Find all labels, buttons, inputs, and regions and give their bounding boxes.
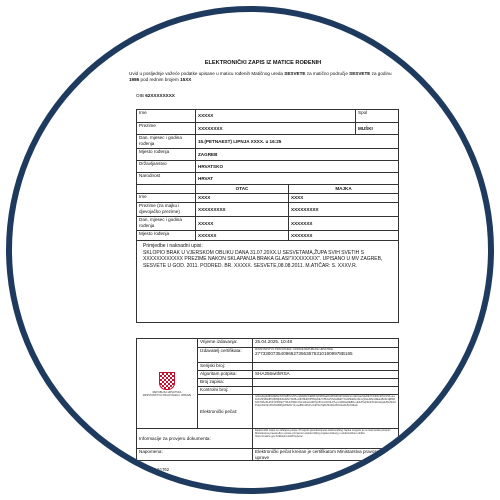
majka-header: MAJKA (289, 185, 399, 194)
informacije-cell (253, 429, 399, 449)
intro-place-1: SESVETE (284, 71, 306, 76)
document-title: ELEKTRONIČKI ZAPIS IZ MATICE ROĐENIH (204, 60, 322, 66)
otac-ime: XXXX (196, 194, 289, 203)
mjesto-value: ZAGREB (196, 149, 399, 161)
birth-record-document (109, 37, 417, 477)
dob-label: Dan, mjesec i godina rođenja (137, 135, 196, 149)
parents-header-blank (137, 185, 196, 194)
majka-dob: XXXXXXX (289, 217, 399, 231)
narodnost-label: Narodnost (137, 173, 196, 185)
prezime-value: XXXXXXXX (196, 123, 356, 135)
izdavatelj-label: Izdavatelj certifikata: (198, 348, 253, 363)
parent-mjesto-label: Mjesto rođenja (137, 231, 196, 241)
otac-mjesto: XXXXXX (196, 231, 289, 241)
intro-text-1b: za matično područje (306, 71, 348, 76)
document-viewport (12, 12, 488, 488)
kontrolni-value (253, 387, 399, 395)
majka-ime: XXXX (289, 194, 399, 203)
intro-year: 1986 (129, 76, 140, 82)
pecat-value: m0Gv9ejsb8b4dW6mSTXHBYvs7P+nqN6d1FKEPR7qb3D0aa0G4F0tRzIdVLf4dsnrm1EYae2HuDEYFlzl0ItmPSUzSh+pa1kFrZ4SB4dP0JBI3jNb0uAfNYDGB+OE78HD0P5h6jAdHY7B4U/Vh2wMaPYGvR5fa0bmlNmQhwH9bcH3EanB/tKnqB9tNb0C78Ae6LdXbYP4R9p7Y8HvT6ikhm5mH3uwsHK5pn6VmU1K3L9T+pc4f4JHiq9k8Dv+E4vfSuF9oKXL9k4u0yakI5m5t4HPUpC3sh9mK5VFHBZQH8fw9nY3+oe8Rs1FUP+6nPhG7q8m6h4fGv8LKdxuRJG3rNkuk (255, 395, 396, 408)
napomena-value: Elektronički pečat kreiran je certifikatom Ministarstva pravosuđa i uprave (253, 449, 399, 461)
kontrolni-label: Kontrolni broj: (198, 387, 253, 395)
drzavljanstvo-label: Državljanstvo (137, 161, 196, 173)
broj-zapisa-label: Broj zapisa: (198, 379, 253, 387)
ministry-line-1: REPUBLIKA HRVATSKA (152, 390, 182, 394)
algoritam-label: Algoritam potpisa: (198, 371, 253, 379)
dob-value: 15.(PETNAEST) LIPNJA XXXX. u 16:25 (196, 135, 399, 149)
vrijeme-value: 25.04.2025. 10:48 (253, 339, 399, 348)
mjesto-label: Mjesto rođenja (137, 149, 196, 161)
intro-text-2a: za godinu (371, 71, 392, 76)
otac-prezime: XXXXXXXXX (196, 203, 289, 217)
document-code: 2025-0002-51762 (136, 467, 170, 472)
ime-value: XXXXX (196, 110, 356, 123)
algoritam-value: SHA256withRSA (253, 371, 399, 379)
intro-place-2: SESVETE (349, 71, 371, 76)
intro-paragraph (129, 71, 399, 82)
informacije-label: Informacije za provjeru dokumenta: (137, 429, 253, 449)
pecat-value-cell (253, 395, 399, 429)
parent-dob-label: Dan, mjesec i godina rođenja (137, 217, 196, 231)
broj-zapisa-value (253, 379, 399, 387)
oib-value: 62XXXXXXXX (145, 93, 175, 98)
serijski-value (253, 363, 399, 371)
parent-ime-label: Ime (137, 194, 196, 203)
notes-cell (137, 241, 399, 323)
certificate-table (136, 338, 399, 461)
intro-text-1: Uvid u posljednje važeće podatke upisane u maticu rođenih Matičnog ureda (129, 71, 283, 76)
napomena-label: Napomena: (137, 449, 253, 461)
ministry-seal (137, 339, 198, 429)
majka-prezime: XXXXXXXXX (289, 203, 399, 217)
narodnost-value: HRVAT (196, 173, 399, 185)
izdavatelj-name: MINISTARSTVO PRAVOSUĐA I UPRAVE REPUBLIKE HRVATSKE (255, 348, 334, 351)
otac-dob: XXXXX (196, 217, 289, 231)
oib-label: OIB (136, 93, 144, 98)
vrijeme-label: Vrijeme izdavanja: (198, 339, 253, 348)
intro-text-2b: pod rednim brojem (140, 76, 179, 82)
majka-mjesto: XXXXXXX (289, 231, 399, 241)
otac-header: OTAC (196, 185, 289, 194)
intro-number: 15XX (180, 76, 192, 82)
person-table (136, 109, 399, 323)
izdavatelj-serial: 2773300735409662735636763101909978B165 (255, 351, 353, 357)
spol-label: Spol (356, 110, 399, 123)
oib-line (136, 93, 175, 99)
croatian-coat-of-arms-icon (159, 372, 175, 390)
izdavatelj-cell (253, 348, 399, 363)
pecat-label: Elektronički pečat: (198, 395, 253, 429)
ime-label: Ime (137, 110, 196, 123)
prezime-label: Prezime (137, 123, 196, 135)
ministry-line-2: MINISTARSTVO PRAVOSUĐA I UPRAVE (142, 394, 192, 397)
informacije-value: Elektronički zapis ne zahtijeva potpis. Provjeriti vjerodostojnost elektroničkog zapisa moguće je na internetskoj stranici Ministarstva pravosuđa i uprave primjenom elektroničkog zapisa izdanog u elektroničkom obliku https://matice.gov.hr/ElektronickiProvjera/. (255, 429, 391, 439)
drzavljanstvo-value: HRVATSKO (196, 161, 399, 173)
notes-label: Primjedbe i naknadni upisi: (143, 243, 203, 249)
page-number: Stranica 1 od 1 (355, 467, 384, 472)
notes-text: SKLOPIO BRAK U VJERSKOM OBLIKU DANA 31.07.20XX.U SESVETAMA,ŽUPA SVIH SVETIH S XXXXXXXXXXXX PREZIME NAKON SKLAPANJA BRAKA GLASI"XXXXXXXX". UPISANO U MV ZAGREB, SESVETE U GOD. 2011. PODRED. BR. XXXXX. SESVETE,08.08.2011. M.ATIČAR: S. XXXV.R. (143, 249, 383, 269)
serijski-label: Serijski broj: (198, 363, 253, 371)
spol-value: MUŠKI (356, 123, 399, 135)
parent-prezime-label: Prezime (za majku i djevojačko prezime) (137, 203, 196, 217)
